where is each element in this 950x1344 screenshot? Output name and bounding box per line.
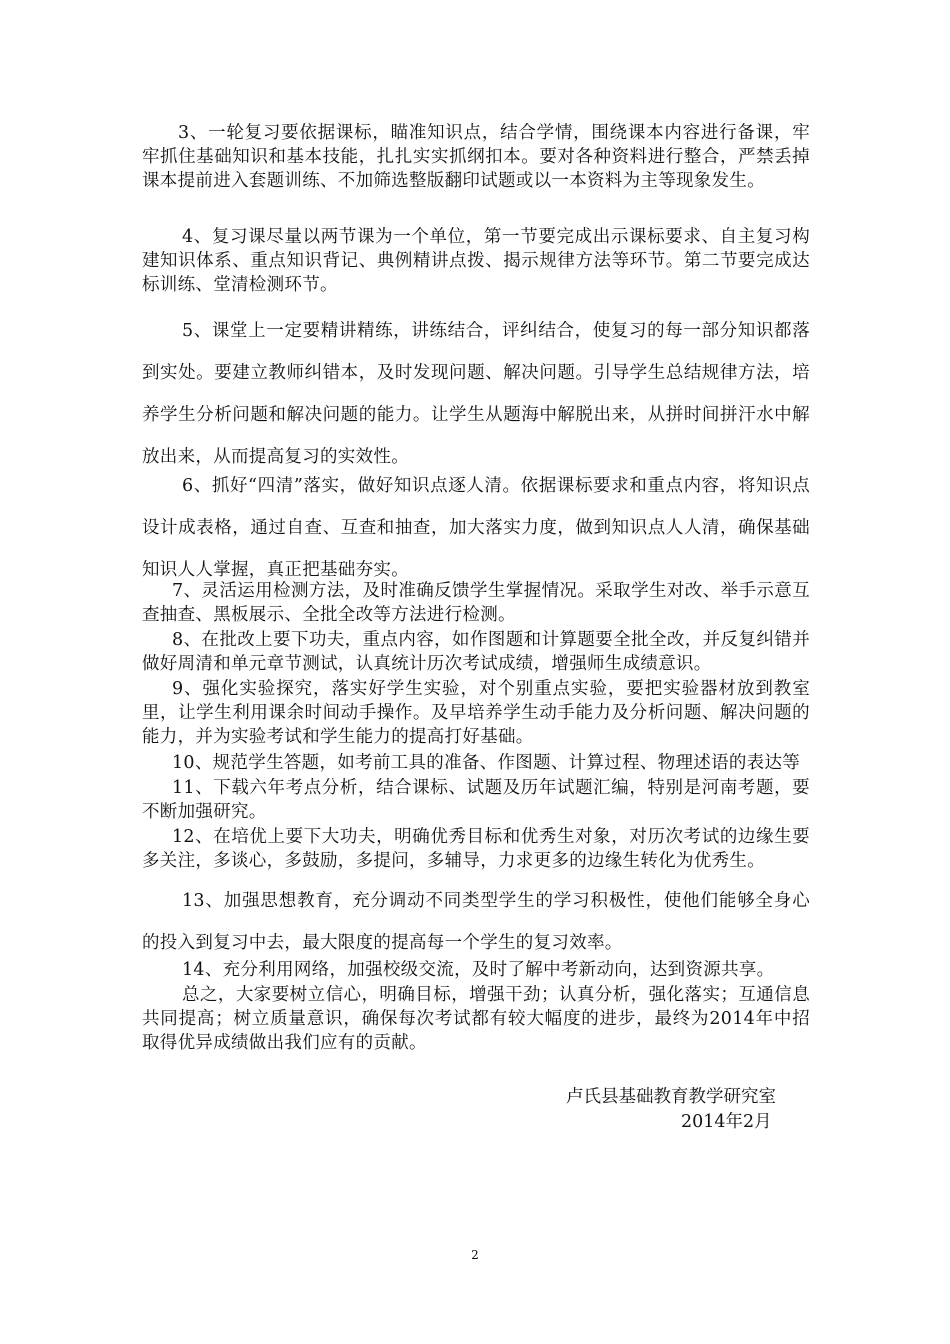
paragraph-6: 6、抓好“四清”落实，做好知识点逐人清。依据课标要求和重点内容，将知识点设计成表格，通过自查、互查和抽查，加大落实力度，做到知识点人人清，确保基础知识人人掌握，真正把基础夯实。 [142,476,810,580]
paragraph-3: 3、一轮复习要依据课标，瞄准知识点，结合学情，围绕课本内容进行备课，牢牢抓住基础知识和基本技能，扎扎实实抓纲扣本。要对各种资料进行整合，严禁丢掉课本提前进入套题训练、不加筛选整版翻印试题或以一本资料为主等现象发生。 [142,123,810,191]
paragraph-7: 7、灵活运用检测方法，及时准确反馈学生掌握情况。采取学生对改、举手示意互查抽查、黑板展示、全批全改等方法进行检测。 [142,581,810,625]
page-number: 2 [471,1248,479,1262]
paragraph-5: 5、课堂上一定要精讲精练，讲练结合，评纠结合，使复习的每一部分知识都落到实处。要建立教师纠错本，及时发现问题、解决问题。引导学生总结规律方法，培养学生分析问题和解决问题的能力。让学生从题海中解脱出来，从拼时间拼汗水中解放出来，从而提高复习的实效性。 [142,321,810,467]
paragraph-13: 13、加强思想教育，充分调动不同类型学生的学习积极性，使他们能够全身心的投入到复习中去，最大限度的提高每一个学生的复习效率。 [142,891,810,953]
paragraph-10: 10、规范学生答题，如考前工具的准备、作图题、计算过程、物理述语的表达等 [172,753,801,773]
paragraph-8: 8、在批改上要下功夫，重点内容，如作图题和计算题要全批全改，并反复纠错并做好周清和单元章节测试，认真统计历次考试成绩，增强师生成绩意识。 [142,630,810,674]
signature-organization: 卢氏县基础教育教学研究室 [566,1087,776,1107]
paragraph-9: 9、强化实验探究，落实好学生实验，对个别重点实验，要把实验器材放到教室里，让学生利用课余时间动手操作。及早培养学生动手能力及分析问题、解决问题的能力，并为实验考试和学生能力的提高打好基础。 [142,679,810,747]
paragraph-conclusion: 总之，大家要树立信心，明确目标，增强干劲；认真分析，强化落实；互通信息共同提高；树立质量意识，确保每次考试都有较大幅度的进步，最终为2014年中招取得优异成绩做出我们应有的贡献。 [142,985,810,1053]
paragraph-12: 12、在培优上要下大功夫，明确优秀目标和优秀生对象，对历次考试的边缘生要多关注，多谈心，多鼓励，多提问，多辅导，力求更多的边缘生转化为优秀生。 [142,827,810,871]
paragraph-14: 14、充分利用网络，加强校级交流，及时了解中考新动向，达到资源共享。 [182,960,775,980]
paragraph-11: 11、下载六年考点分析，结合课标、试题及历年试题汇编，特别是河南考题，要不断加强研究。 [142,778,810,822]
signature-date: 2014年2月 [681,1112,772,1132]
paragraph-4: 4、复习课尽量以两节课为一个单位，第一节要完成出示课标要求、自主复习构建知识体系、重点知识背记、典例精讲点拨、揭示规律方法等环节。第二节要完成达标训练、堂清检测环节。 [142,227,810,295]
